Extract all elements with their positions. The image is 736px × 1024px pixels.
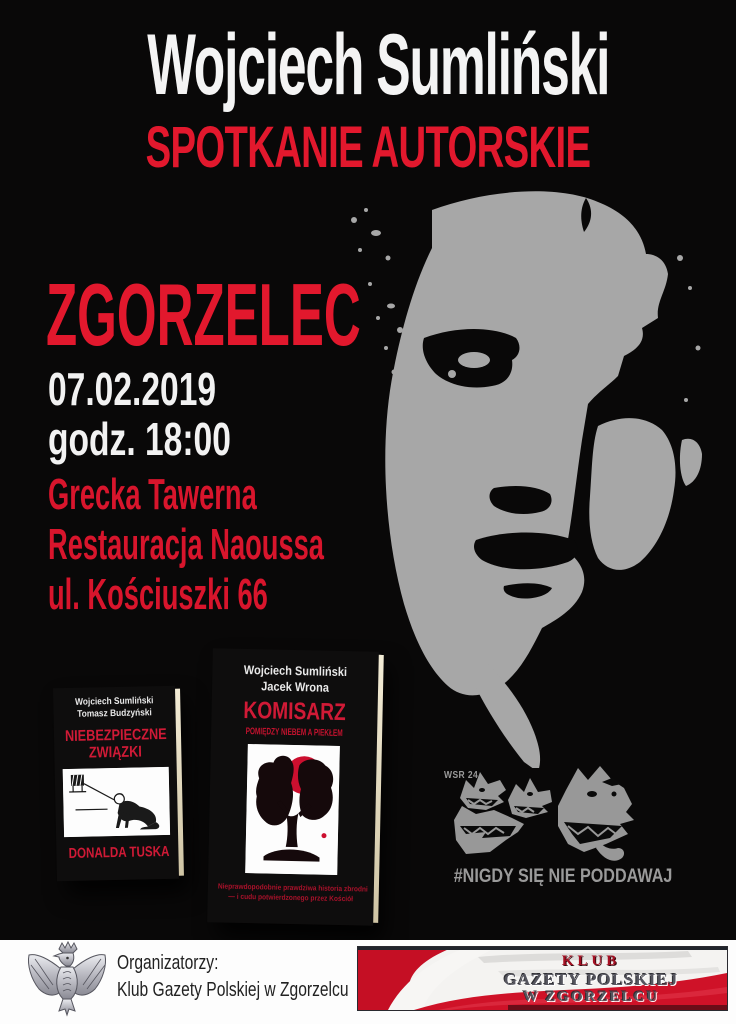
venue-line-1: Grecka Tawerna xyxy=(48,470,257,519)
wolf-pack-icon xyxy=(446,760,658,872)
event-date: 07.02.2019 xyxy=(48,363,217,415)
club-name-line1: KLUB xyxy=(561,953,621,969)
book-right-tagline-line1: Nieprawdopodobnie prawdziwa historia zbrodni xyxy=(217,881,368,894)
book-left-title-line3: DONALDA TUSKA xyxy=(68,843,170,863)
club-name-line3: W ZGORZELCU xyxy=(522,989,660,1005)
tree-faces-illustration xyxy=(245,744,340,875)
venue-line-2: Restauracja Naoussa xyxy=(48,520,324,569)
book-left-author-2: Tomasz Budzyński xyxy=(77,707,152,720)
book-right-author-2: Jacek Wrona xyxy=(261,679,330,695)
book-right-author-1: Wojciech Sumliński xyxy=(243,662,348,680)
book-right-authors xyxy=(222,661,369,696)
club-name-line2: GAZETY POLSKIEJ xyxy=(503,970,679,989)
book-left-author-1: Wojciech Sumliński xyxy=(74,695,154,708)
book-left-title-line2: ZWIĄZKI xyxy=(88,743,142,762)
event-time: godz. 18:00 xyxy=(48,413,231,465)
organizers-label: Organizatorzy: xyxy=(117,952,219,974)
wolf-badge-label: WSR 24 xyxy=(444,770,479,781)
venue-line-3: ul. Kościuszki 66 xyxy=(48,570,268,619)
book-cover-niebezpieczne-zwiazki xyxy=(53,686,179,882)
leash-cartoon-illustration xyxy=(63,767,170,837)
book-left-title xyxy=(65,726,166,762)
author-portrait-stencil-image xyxy=(336,188,736,768)
author-name: Wojciech Sumliński xyxy=(147,17,610,113)
book-right-title: KOMISARZ xyxy=(243,696,347,727)
venue-address xyxy=(48,470,324,620)
wolf-badge-slogan: #NIGDY SIĘ NIE PODDAWAJ xyxy=(453,866,673,887)
book-left-title-line1: NIEBEZPIECZNE xyxy=(64,725,167,746)
book-right-tagline-line2: — i cudu potwierdzonego przez Kościół xyxy=(228,891,354,903)
organizers-text xyxy=(117,950,349,1004)
event-type: SPOTKANIE AUTORSKIE xyxy=(145,115,591,180)
city-name: ZGORZELEC xyxy=(46,265,361,364)
book-cover-komisarz xyxy=(207,648,379,925)
organizers-name: Klub Gazety Polskiej w Zgorzelcu xyxy=(117,979,349,1001)
book-left-authors xyxy=(60,695,168,721)
book-right-tagline xyxy=(217,881,368,903)
footer-bar xyxy=(0,940,736,1024)
book-right-subtitle: POMIĘDZY NIEBEM A PIEKŁEM xyxy=(245,725,343,740)
eagle-icon xyxy=(21,941,111,1021)
club-flag-banner xyxy=(358,947,727,1010)
